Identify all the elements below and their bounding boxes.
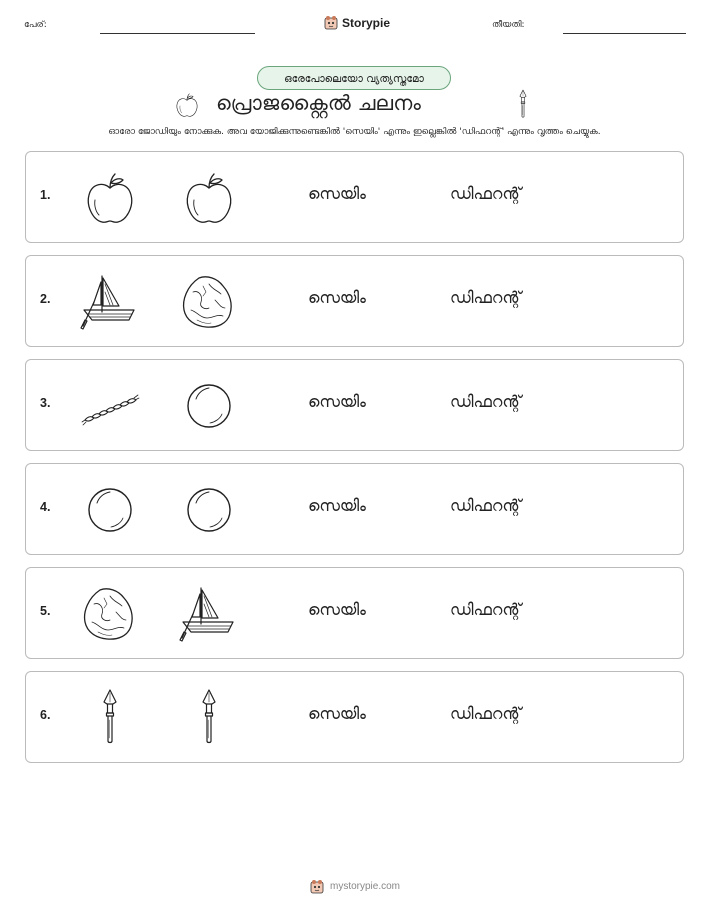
- worksheet-header: [0, 12, 709, 42]
- same-option[interactable]: സെയിം: [308, 496, 366, 515]
- same-option[interactable]: സെയിം: [308, 600, 366, 619]
- brand-logo: [323, 14, 390, 31]
- question-number: 2.: [40, 292, 51, 306]
- arrow-icon: [80, 688, 140, 748]
- apple-icon: [173, 91, 201, 119]
- question-row: [25, 359, 684, 451]
- date-label: തീയതി:: [492, 20, 525, 30]
- question-row: [25, 567, 684, 659]
- title-row: [0, 88, 709, 124]
- question-row: [25, 671, 684, 763]
- rock-icon: [179, 272, 239, 332]
- different-option[interactable]: ഡിഫറന്റ്: [450, 392, 522, 411]
- boat-icon: [80, 272, 140, 332]
- different-option[interactable]: ഡിഫറന്റ്: [450, 288, 522, 307]
- question-row: [25, 463, 684, 555]
- question-number: 5.: [40, 604, 51, 618]
- bubble-icon: [179, 376, 239, 436]
- question-number: 3.: [40, 396, 51, 410]
- same-option[interactable]: സെയിം: [308, 392, 366, 411]
- different-option[interactable]: ഡിഫറന്റ്: [450, 184, 522, 203]
- boat-icon: [179, 584, 239, 644]
- footer: [0, 878, 709, 895]
- question-row: [25, 151, 684, 243]
- footer-site: mystorypie.com: [329, 881, 400, 892]
- storypie-logo-icon: [309, 878, 325, 895]
- name-field-line[interactable]: [100, 33, 255, 34]
- question-number: 6.: [40, 708, 51, 722]
- same-option[interactable]: സെയിം: [308, 184, 366, 203]
- page-title: പ്രൊജക്റ്റൈൽ ചലനം: [216, 91, 422, 115]
- arrow-icon: [516, 89, 530, 119]
- date-field-line[interactable]: [563, 33, 686, 34]
- rock-icon: [80, 584, 140, 644]
- instructions: ഓരോ ജോഡിയും നോക്കുക. അവ യോജിക്കുന്നുണ്ടെങ്കിൽ 'സെയിം' എന്നും ഇല്ലെങ്കിൽ 'ഡിഫറന്റ്' എന്നും വൃത്തം ചെയ്യുക.: [108, 127, 601, 137]
- bubble-icon: [179, 480, 239, 540]
- question-row: [25, 255, 684, 347]
- different-option[interactable]: ഡിഫറന്റ്: [450, 496, 522, 515]
- rope-icon: [80, 376, 140, 436]
- same-option[interactable]: സെയിം: [308, 288, 366, 307]
- worksheet-tag: ഒരേപോലെയോ വ്യത്യസ്തമോ: [257, 66, 451, 90]
- brand-name: Storypie: [342, 15, 391, 30]
- different-option[interactable]: ഡിഫറന്റ്: [450, 600, 522, 619]
- same-option[interactable]: സെയിം: [308, 704, 366, 723]
- storypie-logo-icon: [323, 14, 339, 31]
- arrow-icon: [179, 688, 239, 748]
- bubble-icon: [80, 480, 140, 540]
- apple-icon: [179, 168, 239, 228]
- question-number: 1.: [40, 188, 51, 202]
- question-number: 4.: [40, 500, 51, 514]
- apple-icon: [80, 168, 140, 228]
- different-option[interactable]: ഡിഫറന്റ്: [450, 704, 522, 723]
- name-label: പേര്:: [24, 20, 47, 30]
